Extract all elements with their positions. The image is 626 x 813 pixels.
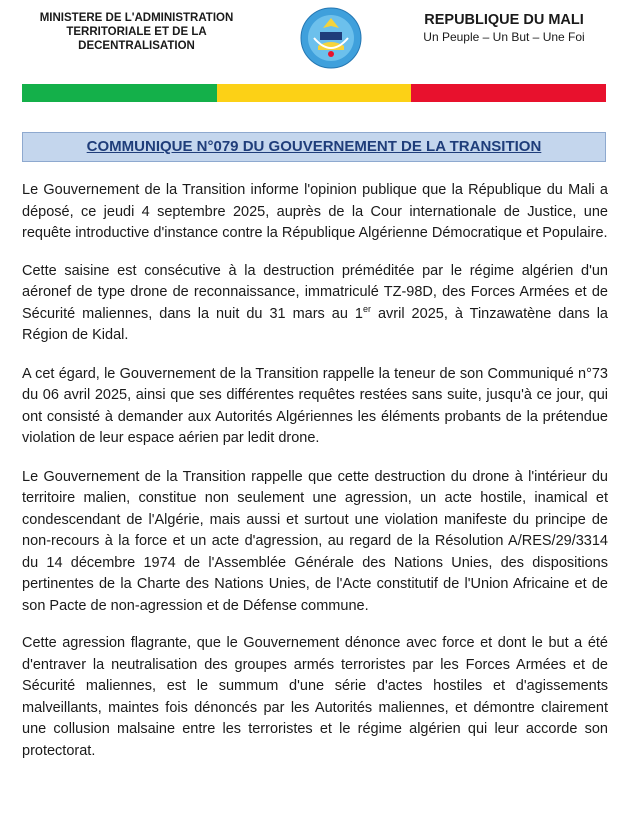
paragraph-1: Le Gouvernement de la Transition informe l'opinion publique que la République du Mali a déposé, ce jeudi 4 septembre 2025, auprès de la Cour internationale de Justice, une requête introductive d'instance contre la République Algérienne Démocratique et Populaire.: [22, 182, 608, 241]
letterhead: [0, 0, 626, 80]
flag-yellow-stripe: [217, 84, 412, 102]
paragraph-2: [22, 261, 608, 347]
communique-body: [22, 180, 608, 762]
paragraph-4: Le Gouvernement de la Transition rappelle que cette destruction du drone à l'intérieur du territoire malien, constitue non seulement une agression, un acte hostile, inamical et condescendant de l'Algérie, mais aussi et surtout une violation manifeste du principe de non-recours à la force et un acte d'agression, au regard de la Résolution A/RES/29/3314 du 14 décembre 1974 de l'Assemblée Générale des Nations Unies, des dispositions pertinentes de la Charte des Nations Unies, de l'Acte constitutif de l'Union Africaine et de son Pacte de non-agression et de Défense commune.: [22, 468, 608, 614]
republic-name: REPUBLIQUE DU MALI: [424, 12, 584, 28]
ministry-name: MINISTERE DE L'ADMINISTRATION TERRITORIALE ET DE LA DECENTRALISATION: [39, 12, 234, 52]
flag-green-stripe: [22, 84, 217, 102]
paragraph-2-text-b: avril 2025, à Tinzawatène dans la Région de Kidal.: [22, 305, 608, 343]
communique-title-bar: [22, 132, 606, 162]
paragraph-2-text-a: Cette saisine est consécutive à la destruction préméditée par le régime algérien d'un aéronef de type drone de reconnaissance, immatriculé TZ-98D, des Forces Armées et de Sécurité maliennes, dans la nuit du 31 mars au 1: [22, 262, 608, 322]
communique-title: COMMUNIQUE N°079 DU GOUVERNEMENT DE LA TRANSITION: [86, 138, 542, 155]
paragraph-3: A cet égard, le Gouvernement de la Transition rappelle la teneur de son Communiqué n°73 du 06 avril 2025, ainsi que ses différentes requêtes restées sans suite, jusqu'à ce jour, qui ont consisté à demander aux Autorités Algériennes les éléments probants de la prétendue violation de leur espace aérien par ledit drone.: [22, 365, 608, 446]
mali-coat-of-arms-icon: [296, 6, 366, 70]
flag-red-stripe: [411, 84, 606, 102]
paragraph-5: Cette agression flagrante, que le Gouvernement dénonce avec force et dont le but a été d'entraver la neutralisation des groupes armés terroristes par les Forces Armées et de Sécurité maliennes, est le summum d'une série d'actes hostiles et d'agissements malveillants, maintes fois dénoncés par les Autorités maliennes, et démontre clairement une collusion malsaine entre les terroristes et le régime algérien qui leur accorde son protectorat.: [22, 635, 608, 759]
paragraph-2-superscript: er: [362, 303, 371, 314]
flag-band: [22, 84, 606, 102]
national-motto: Un Peuple – Un But – Une Foi: [423, 30, 585, 44]
republic-block: [404, 11, 604, 45]
